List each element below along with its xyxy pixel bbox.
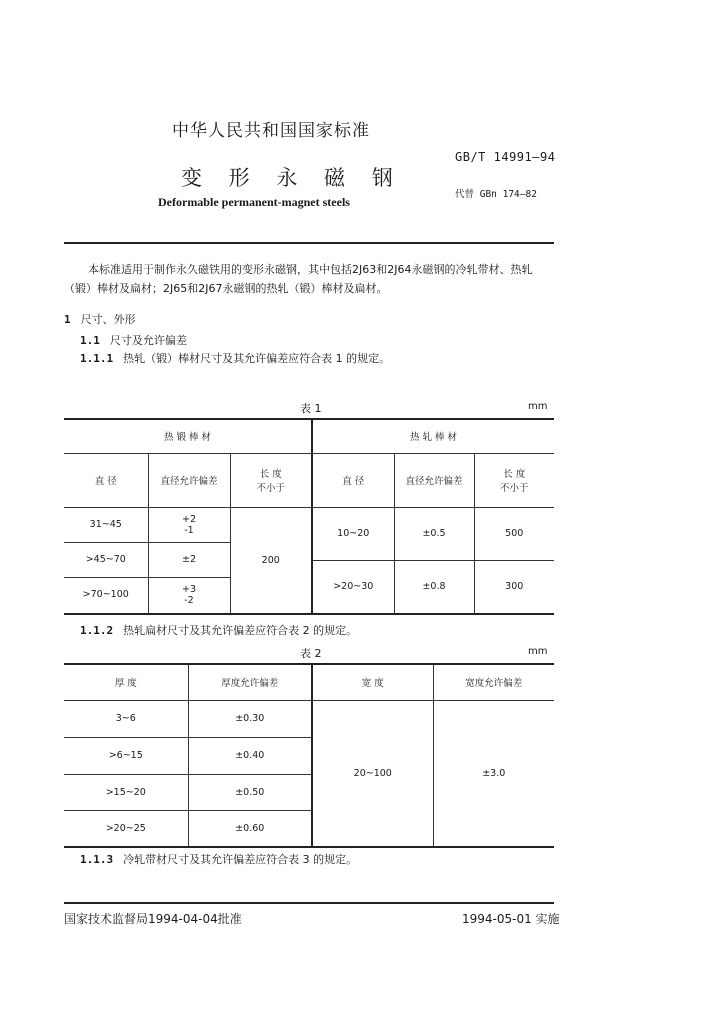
effective-date: 1994-05-01 实施 bbox=[462, 912, 560, 926]
table-cell: 500 bbox=[475, 508, 555, 561]
approval-note: 国家技术监督局1994-04-04批准 bbox=[64, 912, 242, 926]
section-title: 尺寸、外形 bbox=[80, 313, 136, 326]
table-cell: 3~6 bbox=[64, 701, 188, 738]
header-length-sub: 不小于 bbox=[499, 483, 529, 494]
header-divider bbox=[64, 242, 554, 244]
table-cell: ±0.60 bbox=[235, 822, 265, 834]
tolerance-stack bbox=[182, 584, 196, 606]
section-number: 1.1.1 bbox=[80, 352, 114, 365]
table-cell: 300 bbox=[505, 580, 524, 592]
section-text: 热轧（锻）棒材尺寸及其允许偏差应符合表 1 的规定。 bbox=[123, 352, 391, 365]
section-1-heading bbox=[64, 311, 136, 327]
forged-length-merged: 200 bbox=[230, 507, 312, 614]
rolled-tolerance-column bbox=[394, 507, 474, 614]
forged-diameter-column bbox=[64, 507, 148, 614]
section-1-1-3 bbox=[80, 851, 357, 867]
table-cell bbox=[149, 508, 230, 543]
header-diameter: 直 径 bbox=[64, 453, 148, 507]
english-title: Deformable permanent-magnet steels bbox=[158, 195, 350, 209]
table-1 bbox=[64, 418, 554, 615]
replaces-note: 代替 GBn 174—82 bbox=[455, 189, 537, 200]
table-cell: ±0.30 bbox=[189, 701, 312, 738]
section-1-1-2 bbox=[80, 622, 357, 638]
header-diameter-tolerance: 直径允许偏差 bbox=[394, 453, 474, 507]
header-length-label: 长 度 bbox=[503, 469, 526, 480]
table-cell: ±0.50 bbox=[189, 775, 312, 811]
section-1-1-1 bbox=[80, 350, 390, 366]
section-text: 热轧扁材尺寸及其允许偏差应符合表 2 的规定。 bbox=[123, 624, 358, 637]
document-title: 变 形 永 磁 钢 bbox=[181, 166, 403, 190]
header-thickness: 厚 度 bbox=[64, 664, 188, 700]
width-tolerance-merged: ±3.0 bbox=[433, 700, 554, 847]
table-cell: 31~45 bbox=[64, 508, 148, 543]
table-1-group-forged: 热 锻 棒 材 bbox=[64, 419, 312, 453]
forged-tolerance-column bbox=[148, 507, 230, 614]
tolerance-upper: +3 bbox=[181, 584, 196, 595]
table-cell: ±0.5 bbox=[395, 508, 474, 561]
tolerance-lower: -2 bbox=[184, 595, 194, 606]
table-cell: ±0.8 bbox=[422, 580, 446, 592]
header-length-label: 长 度 bbox=[259, 469, 282, 480]
header-thickness-tolerance: 厚度允许偏差 bbox=[188, 664, 312, 700]
thickness-column bbox=[64, 700, 188, 847]
table-1-group-rolled: 热 轧 棒 材 bbox=[312, 419, 554, 453]
table-cell: >15~20 bbox=[64, 775, 188, 811]
tolerance-upper: +2 bbox=[181, 514, 196, 525]
table-cell: ±2 bbox=[149, 543, 230, 578]
table-2 bbox=[64, 663, 554, 848]
header-diameter: 直 径 bbox=[312, 453, 394, 507]
section-1-1-heading bbox=[80, 332, 187, 348]
section-number: 1 bbox=[64, 313, 71, 326]
tolerance-stack bbox=[182, 514, 196, 536]
table-cell: 10~20 bbox=[313, 508, 394, 561]
header-length bbox=[230, 453, 312, 507]
national-standard-heading: 中华人民共和国国家标准 bbox=[172, 121, 370, 141]
table-cell: >6~15 bbox=[64, 738, 188, 775]
section-text: 冷轧带材尺寸及其允许偏差应符合表 3 的规定。 bbox=[123, 853, 358, 866]
table-2-caption: 表 2 bbox=[300, 647, 322, 660]
section-number: 1.1.2 bbox=[80, 624, 114, 637]
header-width-tolerance: 宽度允许偏差 bbox=[433, 664, 554, 700]
table-2-unit: mm bbox=[528, 646, 548, 657]
table-cell: >45~70 bbox=[64, 543, 148, 578]
rolled-diameter-column bbox=[312, 507, 394, 614]
table-1-unit: mm bbox=[528, 401, 548, 412]
scope-paragraph: 本标准适用于制作永久磁铁用的变形永磁钢，其中包括2J63和2J64永磁钢的冷轧带材、热轧（锻）棒材及扁材；2J65和2J67永磁钢的热轧（锻）棒材及扁材。 bbox=[64, 263, 533, 295]
table-1-caption: 表 1 bbox=[300, 402, 322, 415]
header-length-sub: 不小于 bbox=[256, 483, 285, 494]
width-merged: 20~100 bbox=[312, 700, 433, 847]
section-number: 1.1.3 bbox=[80, 853, 114, 866]
rolled-length-column bbox=[474, 507, 554, 614]
section-number: 1.1 bbox=[80, 334, 100, 347]
table-cell: >20~30 bbox=[333, 580, 374, 592]
footer-divider bbox=[64, 902, 554, 904]
table-cell bbox=[149, 578, 230, 612]
section-title: 尺寸及允许偏差 bbox=[109, 334, 187, 347]
table-cell: ±0.40 bbox=[189, 738, 312, 775]
thickness-tolerance-column bbox=[188, 700, 312, 847]
table-cell: >70~100 bbox=[82, 589, 129, 600]
table-cell: >20~25 bbox=[105, 822, 146, 834]
header-width: 宽 度 bbox=[312, 664, 433, 700]
tolerance-lower: -1 bbox=[184, 525, 194, 536]
header-diameter-tolerance: 直径允许偏差 bbox=[148, 453, 230, 507]
standard-code: GB/T 14991—94 bbox=[455, 150, 556, 164]
header-length bbox=[474, 453, 554, 507]
